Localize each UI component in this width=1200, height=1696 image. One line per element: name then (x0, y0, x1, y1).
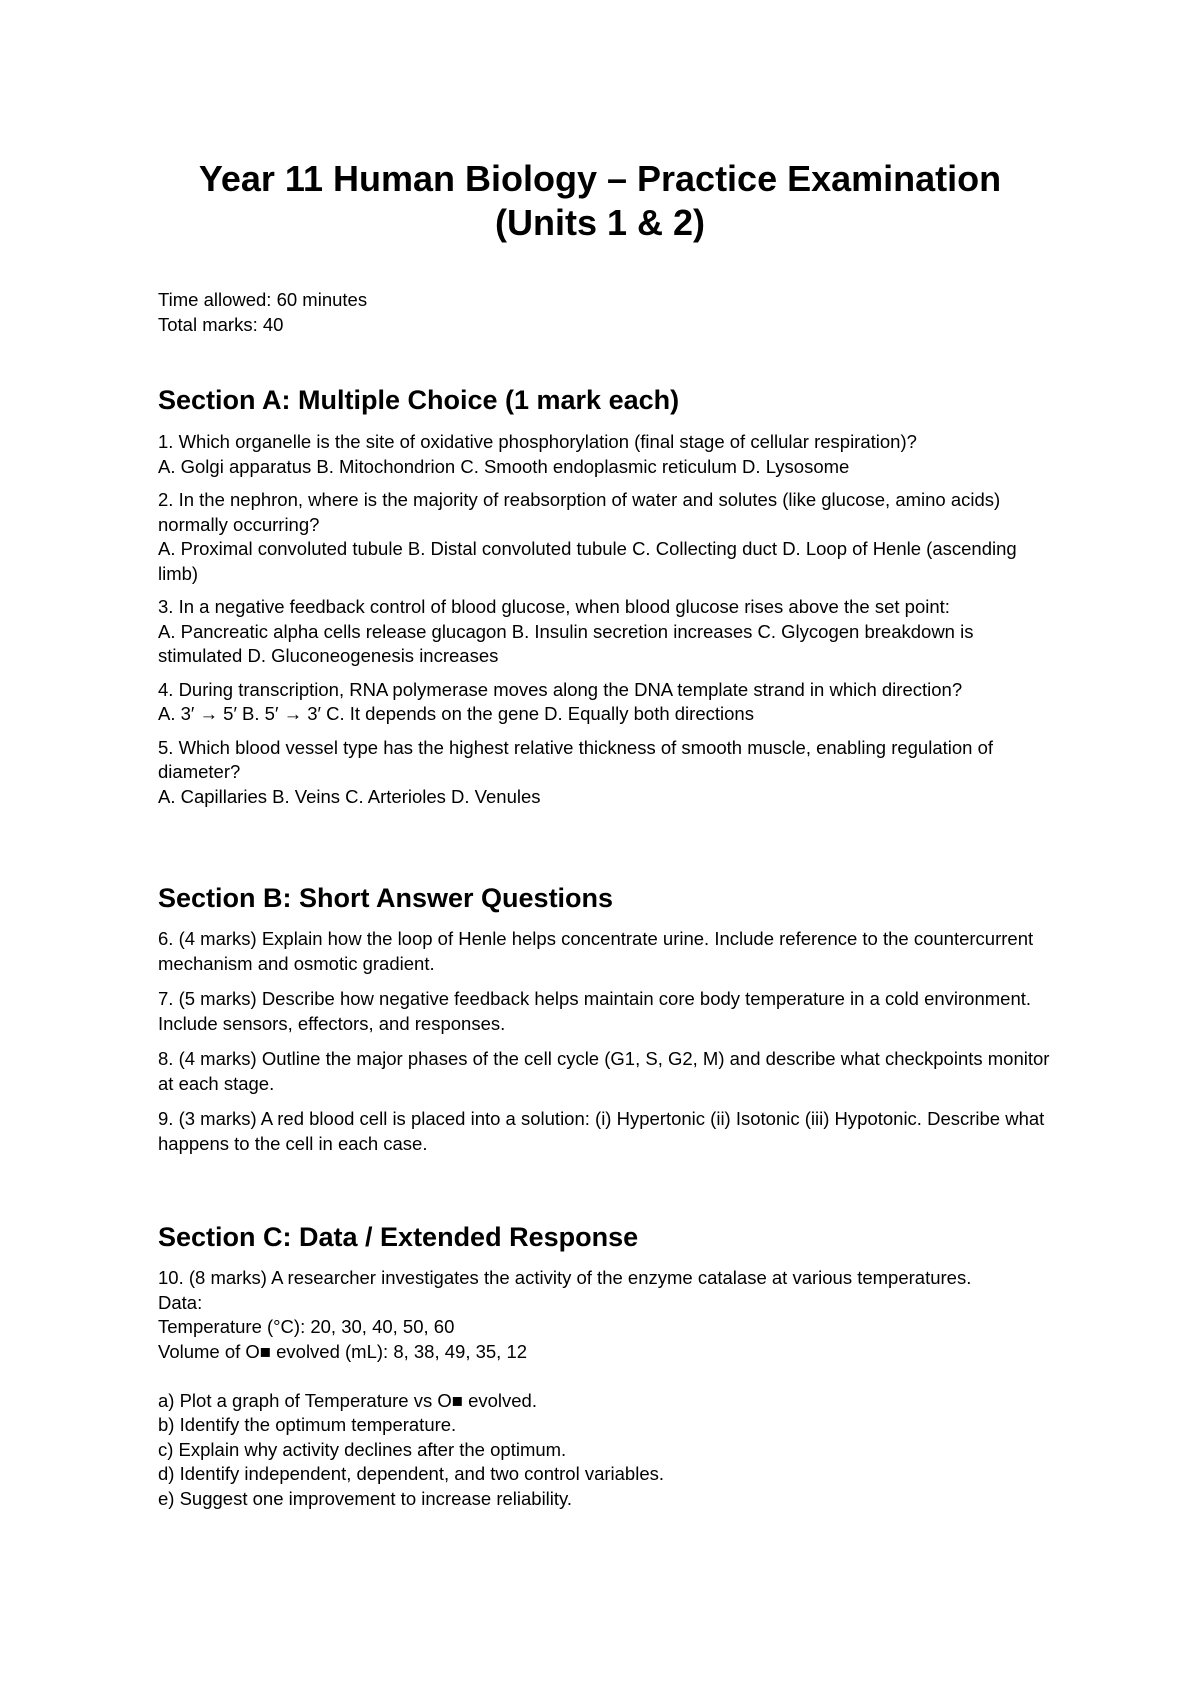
exam-meta (158, 287, 367, 337)
question-part-e: e) Suggest one improvement to increase reliability. (158, 1487, 573, 1509)
time-allowed: Time allowed: 60 minutes (158, 289, 368, 310)
question-1 (158, 430, 1058, 479)
total-marks: Total marks: 40 (158, 314, 284, 335)
section-b-heading: Section B: Short Answer Questions (158, 883, 614, 913)
exam-title (0, 157, 1200, 245)
section-c-heading: Section C: Data / Extended Response (158, 1222, 639, 1252)
question-stem: 5. Which blood vessel type has the highest relative thickness of smooth muscle, enabling regulation of diameter? (158, 736, 994, 782)
question-5 (158, 736, 1058, 810)
question-10 (158, 1266, 1058, 1511)
exam-title-line-2: (Units 1 & 2) (494, 202, 706, 243)
question-2 (158, 488, 1058, 586)
question-intro: 10. (8 marks) A researcher investigates the activity of the enzyme catalase at various temperatures. (158, 1267, 972, 1288)
question-options: A. Proximal convoluted tubule B. Distal convoluted tubule C. Collecting duct D. Loop of Henle (ascending limb) (158, 538, 1017, 584)
question-options: A. Capillaries B. Veins C. Arterioles D. Venules (158, 785, 541, 807)
section-a-heading: Section A: Multiple Choice (1 mark each) (158, 385, 680, 415)
question-options: A. Pancreatic alpha cells release glucagon B. Insulin secretion increases C. Glycogen breakdown is stimulated D. Gluconeogenesis increases (158, 620, 974, 666)
section-c (158, 1220, 1058, 1511)
question-options: A. 3′ → 5′ B. 5′ → 3′ C. It depends on the gene D. Equally both directions (158, 703, 754, 724)
question-part-d: d) Identify independent, dependent, and two control variables. (158, 1463, 665, 1484)
question-9: 9. (3 marks) A red blood cell is placed into a solution: (i) Hypertonic (ii) Isotonic (iii) Hypotonic. Describe what happens to the cell in each case. (158, 1108, 1045, 1154)
question-part-b: b) Identify the optimum temperature. (158, 1414, 457, 1435)
exam-title-line-1: Year 11 Human Biology – Practice Examination (198, 158, 1002, 199)
question-part-a: a) Plot a graph of Temperature vs O■ evolved. (158, 1389, 537, 1411)
question-options: A. Golgi apparatus B. Mitochondrion C. Smooth endoplasmic reticulum D. Lysosome (158, 455, 850, 477)
section-b (158, 881, 1058, 1167)
temperature-data: Temperature (°C): 20, 30, 40, 50, 60 (158, 1316, 455, 1337)
question-stem: 3. In a negative feedback control of blood glucose, when blood glucose rises above the set point: (158, 596, 950, 617)
question-4 (158, 678, 1058, 727)
question-stem: 1. Which organelle is the site of oxidative phosphorylation (final stage of cellular respiration)? (158, 431, 917, 452)
section-a (158, 383, 1058, 818)
data-label: Data: (158, 1291, 203, 1313)
question-stem: 2. In the nephron, where is the majority of reabsorption of water and solutes (like glucose, amino acids) normally occurring? (158, 489, 1001, 535)
volume-data: Volume of O■ evolved (mL): 8, 38, 49, 35, 12 (158, 1340, 528, 1362)
question-stem: 4. During transcription, RNA polymerase moves along the DNA template strand in which direction? (158, 678, 963, 700)
question-3 (158, 595, 1058, 669)
question-part-c: c) Explain why activity declines after the optimum. (158, 1438, 567, 1460)
question-6: 6. (4 marks) Explain how the loop of Henle helps concentrate urine. Include reference to the countercurrent mechanism and osmotic gradient. (158, 928, 1034, 974)
question-8: 8. (4 marks) Outline the major phases of the cell cycle (G1, S, G2, M) and describe what checkpoints monitor at each stage. (158, 1048, 1050, 1094)
question-7: 7. (5 marks) Describe how negative feedback helps maintain core body temperature in a cold environment. Include sensors, effectors, and responses. (158, 988, 1032, 1034)
spacer (158, 1364, 1058, 1389)
